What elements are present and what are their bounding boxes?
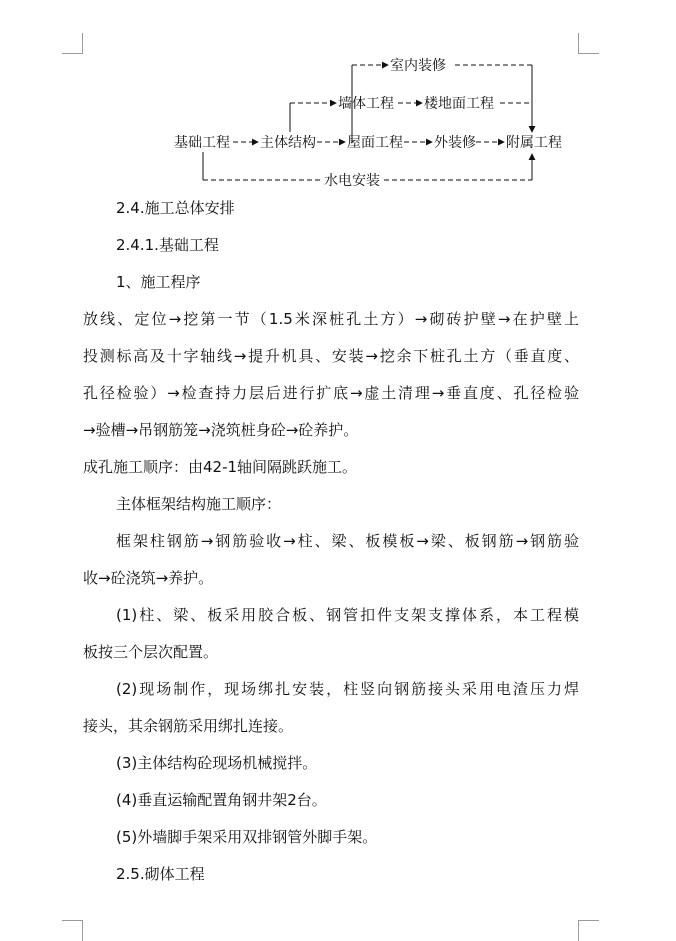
note-2-line: (2)现场制作，现场绑扎安装，柱竖向钢筋接头采用电渣压力焊 — [116, 680, 579, 698]
heading-2-4: 2.4.施工总体安排 — [116, 199, 235, 217]
node-floor: 楼地面工程 — [424, 96, 494, 112]
heading-2-5: 2.5.砌体工程 — [116, 865, 205, 883]
construction-flow-diagram — [0, 0, 676, 200]
note-5: (5)外墙脚手架采用双排钢管外脚手架。 — [116, 828, 378, 846]
item-1-heading: 1、施工程序 — [116, 273, 201, 291]
note-2-line: 接头，其余钢筋采用绑扎连接。 — [83, 717, 294, 735]
node-foundation: 基础工程 — [174, 135, 230, 151]
frame-title: 主体框架结构施工顺序： — [116, 495, 282, 513]
procedure-line: 放线、定位→挖第一节（1.5米深桩孔土方）→砌砖护壁→在护壁上 — [83, 310, 579, 328]
node-utilities: 水电安装 — [324, 173, 380, 189]
node-interior: 室内装修 — [390, 58, 446, 74]
heading-2-4-1: 2.4.1.基础工程 — [116, 236, 219, 254]
procedure-line: 投测标高及十字轴线→提升机具、安装→挖余下桩孔土方（垂直度、 — [83, 347, 579, 365]
note-4: (4)垂直运输配置角钢井架2台。 — [116, 791, 327, 809]
node-roof: 屋面工程 — [347, 135, 403, 151]
procedure-line: 孔径检验）→检查持力层后进行扩底→虚土清理→垂直度、孔径检验 — [83, 384, 579, 402]
procedure-line: →验槽→吊钢筋笼→浇筑桩身砼→砼养护。 — [83, 421, 359, 439]
margin-mark-bottom-right — [578, 920, 599, 941]
frame-line: 框架柱钢筋→钢筋验收→柱、梁、板模板→梁、板钢筋→钢筋验 — [116, 532, 579, 550]
hole-order: 成孔施工顺序：由42-1轴间隔跳跃施工。 — [83, 458, 358, 476]
note-3: (3)主体结构砼现场机械搅拌。 — [116, 754, 318, 772]
node-ancillary: 附属工程 — [506, 135, 562, 151]
note-1-line: (1)柱、梁、板采用胶合板、钢管扣件支架支撑体系，本工程模 — [116, 606, 579, 624]
node-wall: 墙体工程 — [338, 96, 394, 112]
frame-line: 收→砼浇筑→养护。 — [83, 569, 214, 587]
margin-mark-bottom-left — [62, 920, 83, 941]
flow-connectors — [203, 65, 532, 180]
note-1-line: 板按三个层次配置。 — [83, 643, 219, 661]
node-exterior: 外装修 — [434, 135, 476, 151]
node-main-structure: 主体结构 — [260, 135, 316, 151]
